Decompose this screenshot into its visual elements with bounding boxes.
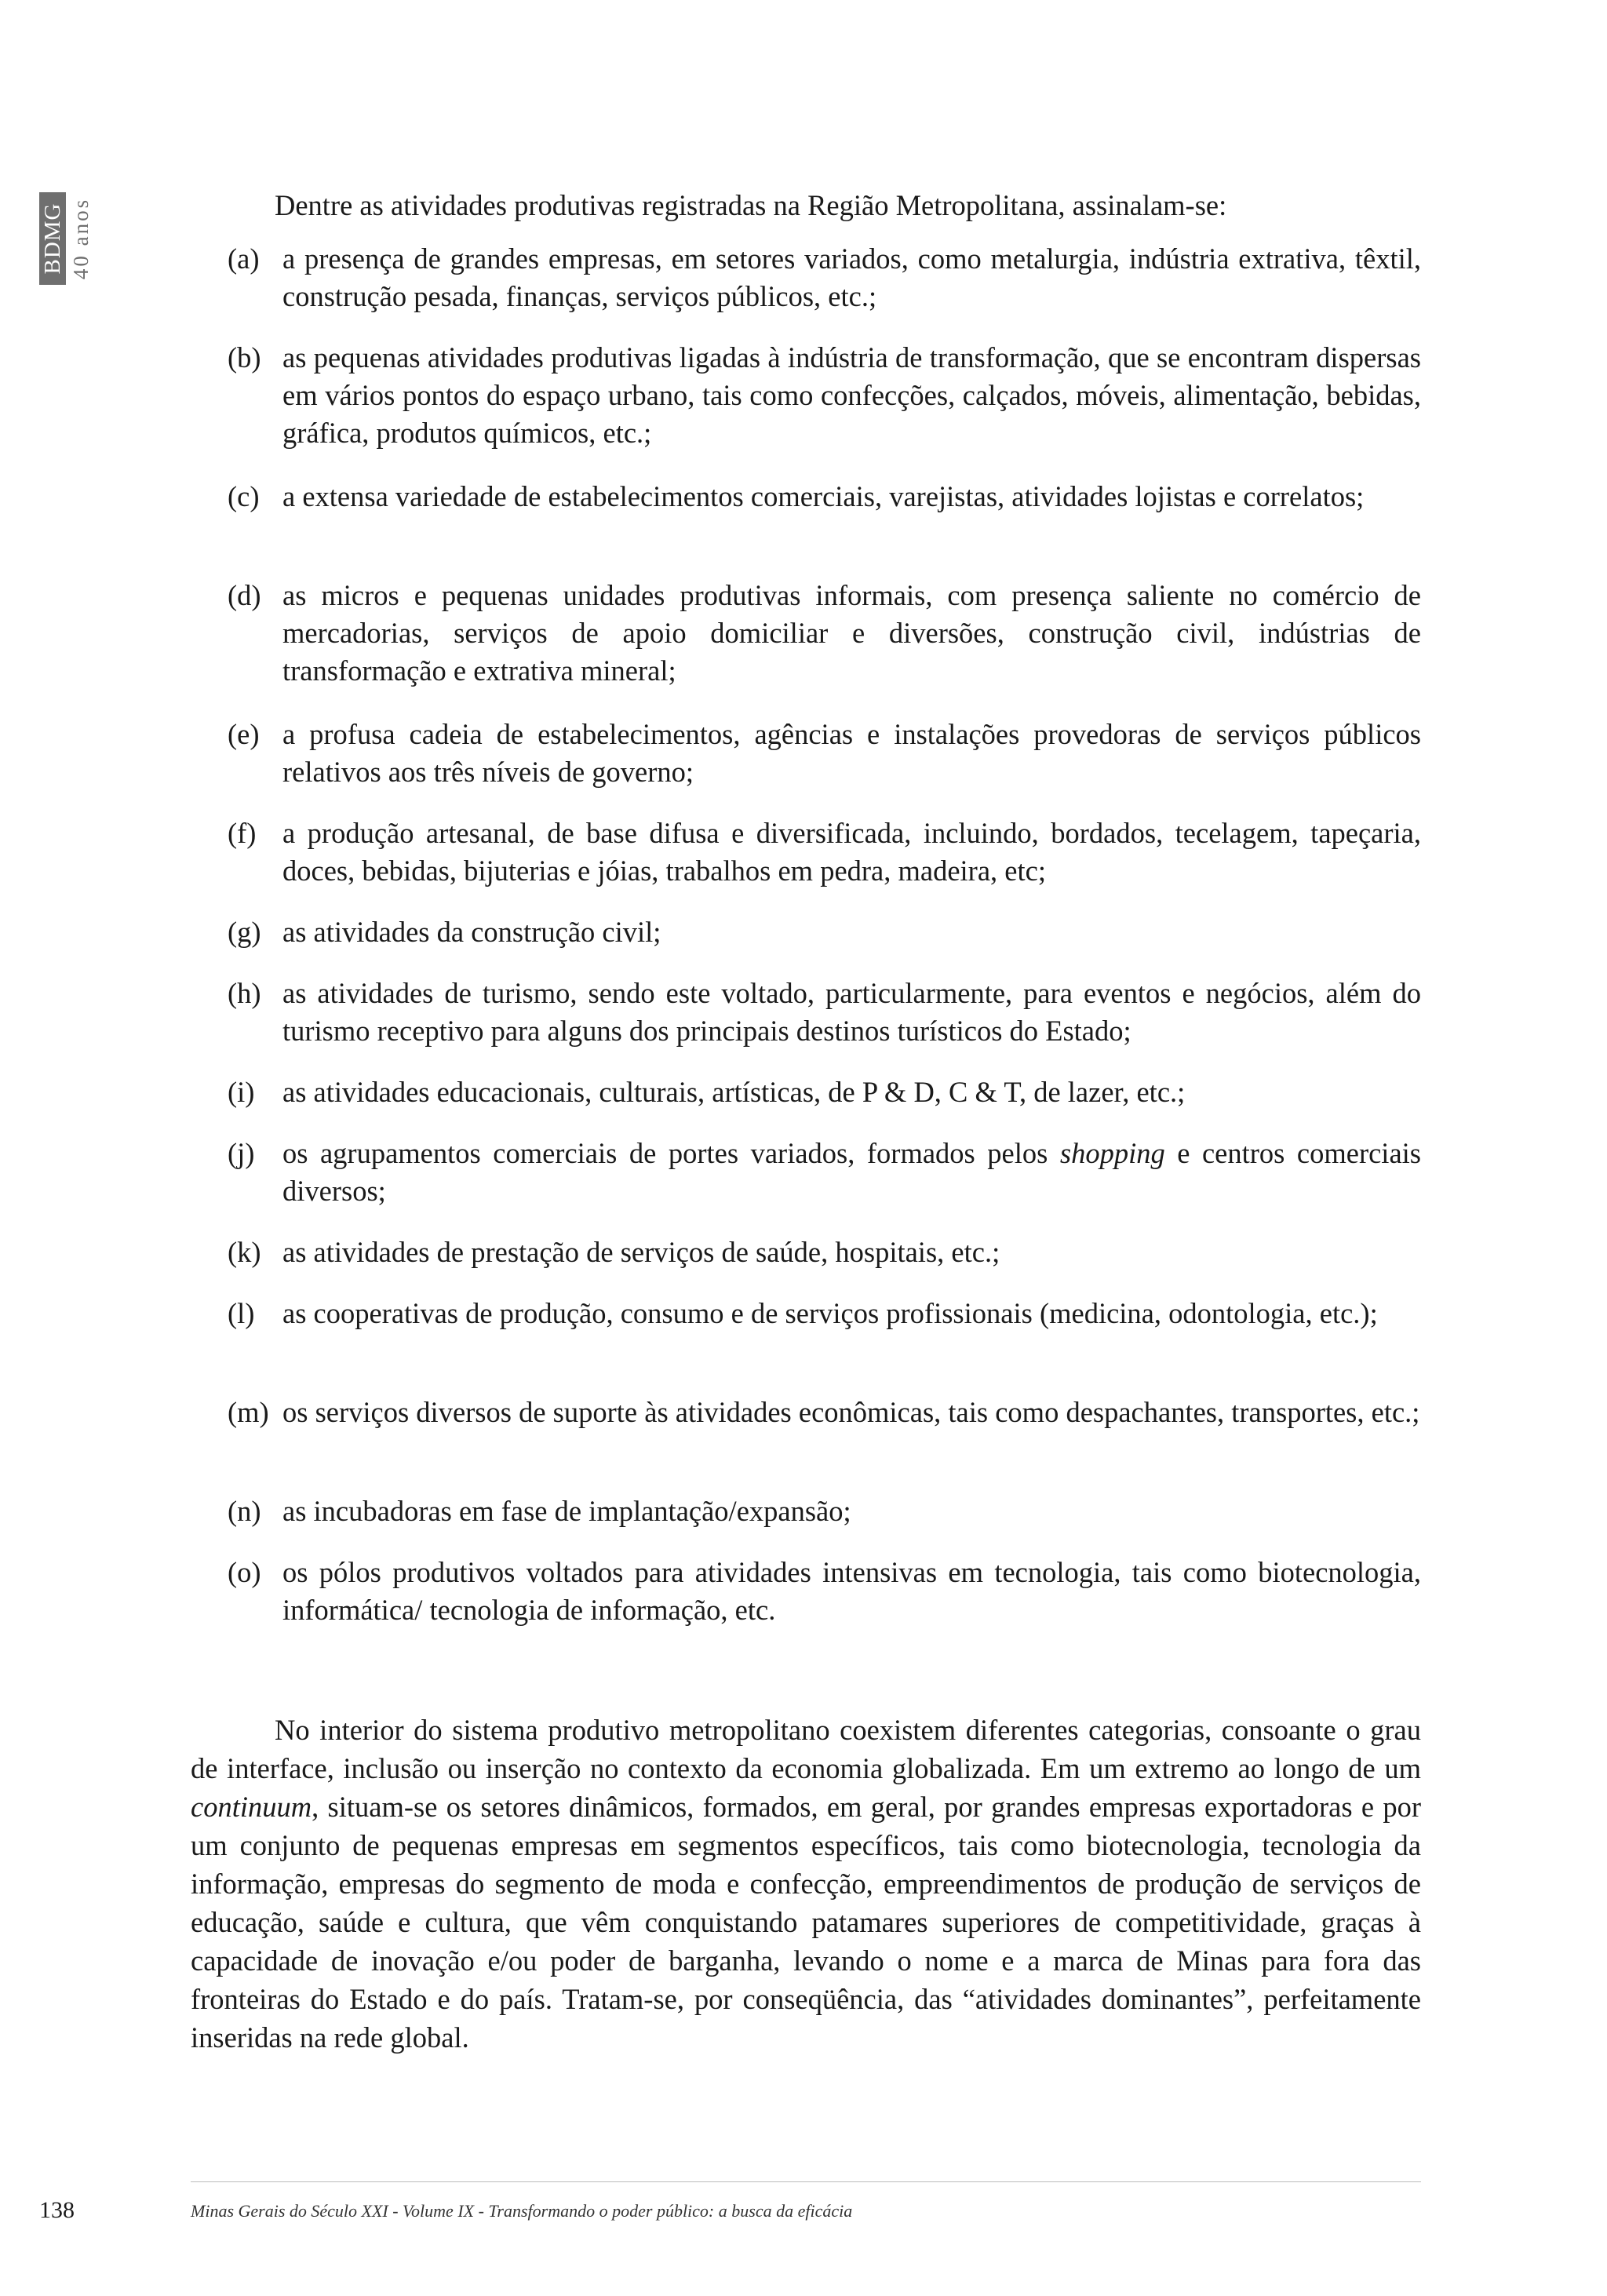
item-text: a extensa variedade de estabelecimentos comerciais, varejistas, atividades lojistas e correlatos; (282, 480, 1365, 512)
item-letter: (d) (228, 579, 261, 611)
list-item (228, 1234, 1421, 1271)
item-letter: (k) (228, 1236, 261, 1268)
item-letter: (c) (228, 480, 260, 512)
item-text: as atividades da construção civil; (282, 916, 661, 948)
item-letter: (e) (228, 718, 260, 750)
footer-divider (191, 2181, 1421, 2182)
anniversary-text: 40 anos (69, 197, 93, 280)
paragraph-text-after: , situam-se os setores dinâmicos, formados, em geral, por grandes empresas exportadoras e por um conjunto de pequenas empresas em segmentos específicos, tais como biotecnologia, tecnologia da informação, empresas do segmento de moda e confecção, empreendimentos de produção de serviços de educação, saúde e cultura, que vêm conquistando patamares superiores de competitividade, graças à capacidade de inovação e/ou poder de barganha, levando o nome e a marca de Minas para fora das fronteiras do Estado e do país. Tratam-se, por conseqüência, das “atividades dominantes”, perfeitamente inseridas na rede global. (191, 1791, 1421, 2054)
item-text: as atividades de turismo, sendo este voltado, particularmente, para eventos e negócios, além do turismo receptivo para alguns dos principais destinos turísticos do Estado; (282, 977, 1421, 1047)
list-item (228, 1135, 1421, 1210)
item-text-before: os agrupamentos comerciais de portes variados, formados pelos (282, 1137, 1060, 1169)
list-item (228, 975, 1421, 1050)
list-item (228, 577, 1421, 690)
item-letter: (h) (228, 977, 261, 1009)
item-text: as atividades educacionais, culturais, artísticas, de P & D, C & T, de lazer, etc.; (282, 1076, 1186, 1108)
item-text: as atividades de prestação de serviços de saúde, hospitais, etc.; (282, 1236, 1000, 1268)
paragraph-text-before: No interior do sistema produtivo metropolitano coexistem diferentes categorias, consoante o grau de interface, inclusão ou inserção no contexto da economia globalizada. Em um extremo ao longo de um (191, 1714, 1421, 1784)
item-text: a profusa cadeia de estabelecimentos, agências e instalações provedoras de serviços públicos relativos aos três níveis de governo; (282, 718, 1421, 788)
item-text: as incubadoras em fase de implantação/expansão; (282, 1495, 851, 1527)
item-text-italic: shopping (1059, 1137, 1165, 1169)
item-letter: (o) (228, 1556, 261, 1588)
item-letter: (i) (228, 1076, 255, 1108)
paragraph-text-italic: continuum (191, 1791, 312, 1823)
list-item (228, 1073, 1421, 1111)
list-item (228, 815, 1421, 890)
running-footer-title: Minas Gerais do Século XXI - Volume IX - Transformando o poder público: a busca da eficácia (191, 2201, 853, 2221)
item-letter: (j) (228, 1137, 255, 1169)
list-item (228, 913, 1421, 951)
list-item (228, 1554, 1421, 1629)
item-letter: (l) (228, 1297, 255, 1329)
list-item (228, 716, 1421, 791)
list-item (228, 240, 1421, 315)
item-text: os pólos produtivos voltados para atividades intensivas em tecnologia, tais como biotecnologia, informática/ tecnologia de informação, etc. (282, 1556, 1421, 1626)
intro-sentence: Dentre as atividades produtivas registradas na Região Metropolitana, assinalam-se: (275, 189, 1227, 221)
item-letter: (m) (228, 1396, 269, 1428)
item-letter: (g) (228, 916, 261, 948)
list-item (228, 478, 1421, 516)
body-paragraph (191, 1711, 1421, 2057)
list-item (228, 1295, 1421, 1332)
item-text: as cooperativas de produção, consumo e de serviços profissionais (medicina, odontologia, etc.); (282, 1297, 1378, 1329)
list-item (228, 1394, 1421, 1431)
item-letter: (a) (228, 242, 260, 275)
page-number: 138 (39, 2197, 75, 2223)
item-letter: (n) (228, 1495, 261, 1527)
bdmg-side-tab (39, 192, 108, 285)
item-text: as micros e pequenas unidades produtivas informais, com presença saliente no comércio de mercadorias, serviços de apoio domiciliar e diversões, construção civil, indústrias de transformação e extrativa mineral; (282, 579, 1421, 687)
item-text: a presença de grandes empresas, em setores variados, como metalurgia, indústria extrativa, têxtil, construção pesada, finanças, serviços públicos, etc.; (282, 242, 1421, 312)
item-text: a produção artesanal, de base difusa e diversificada, incluindo, bordados, tecelagem, tapeçaria, doces, bebidas, bijuterias e jóias, trabalhos em pedra, madeira, etc; (282, 817, 1421, 887)
bdmg-brand-text: BDMG (40, 202, 65, 275)
item-letter: (b) (228, 341, 261, 374)
list-item (228, 339, 1421, 452)
item-text: as pequenas atividades produtivas ligadas à indústria de transformação, que se encontram dispersas em vários pontos do espaço urbano, tais como confecções, calçados, móveis, alimentação, bebidas, gráfica, produtos químicos, etc.; (282, 341, 1421, 449)
item-letter: (f) (228, 817, 257, 849)
item-text: os serviços diversos de suporte às atividades econômicas, tais como despachantes, transportes, etc.; (282, 1396, 1420, 1428)
item-text-after: e centros comerciais diversos; (282, 1137, 1421, 1207)
list-item (228, 1492, 1421, 1530)
